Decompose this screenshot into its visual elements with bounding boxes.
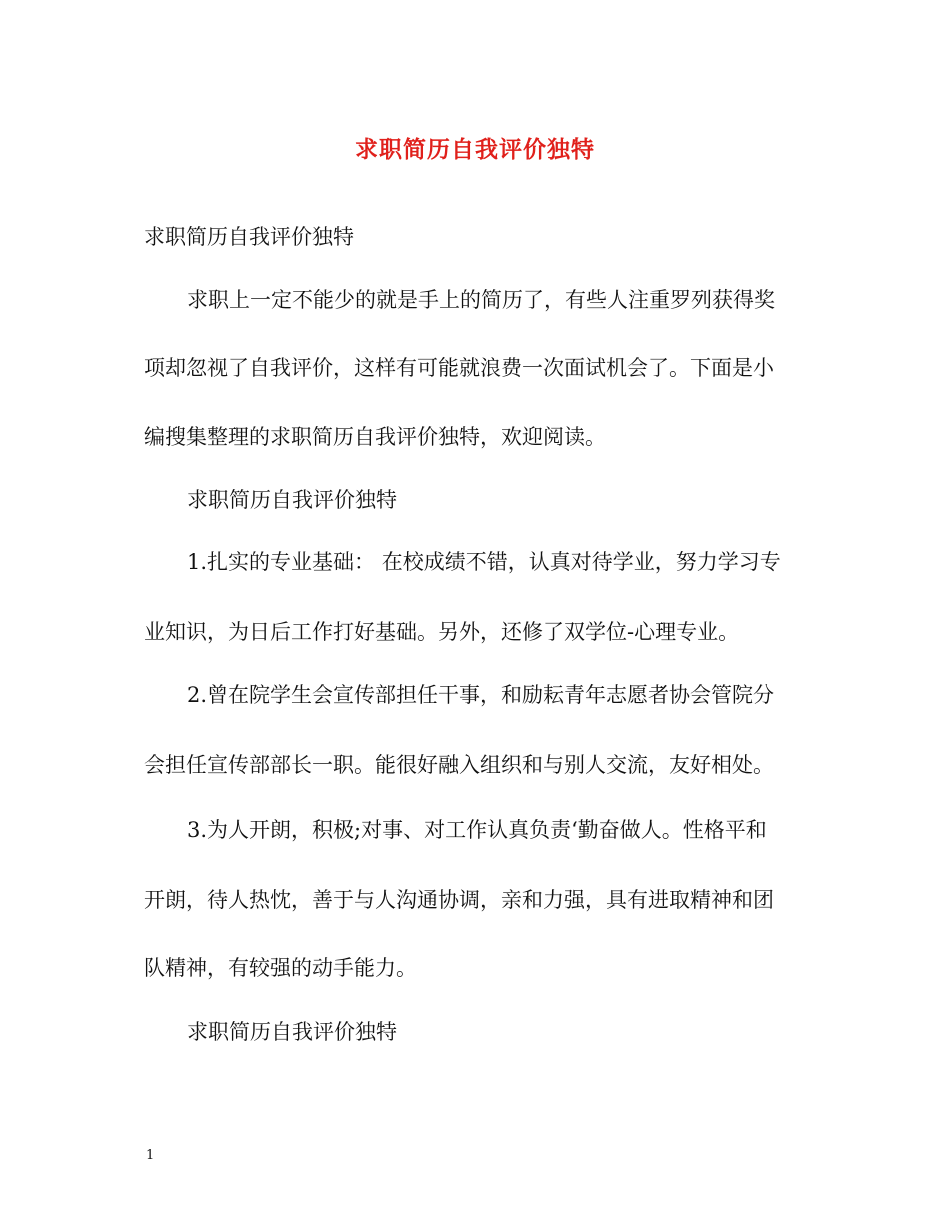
item-3-line-2: 开朗，待人热忱，善于与人沟通协调，亲和力强，具有进取精神和团 [144, 888, 774, 912]
intro-line-2: 项却忽视了自我评价，这样有可能就浪费一次面试机会了。下面是小 [144, 356, 774, 380]
section-heading-1: 求职简历自我评价独特 [187, 488, 397, 512]
item-1-line-1: 1.扎实的专业基础： 在校成绩不错，认真对待学业，努力学习专 [187, 550, 781, 574]
item-3-line-3: 队精神，有较强的动手能力。 [144, 956, 417, 980]
subtitle-line: 求职简历自我评价独特 [144, 225, 354, 249]
item-2-line-2: 会担任宣传部部长一职。能很好融入组织和与别人交流，友好相处。 [144, 753, 774, 777]
document-title: 求职简历自我评价独特 [355, 136, 595, 163]
item-3-line-1: 3.为人开朗，积极;对事、对工作认真负责‘勤奋做人。性格平和 [187, 818, 767, 842]
item-1-line-2: 业知识，为日后工作打好基础。另外，还修了双学位-心理专业。 [144, 620, 740, 644]
intro-line-1: 求职上一定不能少的就是手上的简历了，有些人注重罗列获得奖 [187, 288, 775, 312]
intro-line-3: 编搜集整理的求职简历自我评价独特，欢迎阅读。 [144, 425, 606, 449]
section-heading-2: 求职简历自我评价独特 [187, 1020, 397, 1044]
page-number: 1 [146, 1148, 155, 1163]
item-2-line-1: 2.曾在院学生会宣传部担任干事，和励耘青年志愿者协会管院分 [187, 683, 775, 707]
